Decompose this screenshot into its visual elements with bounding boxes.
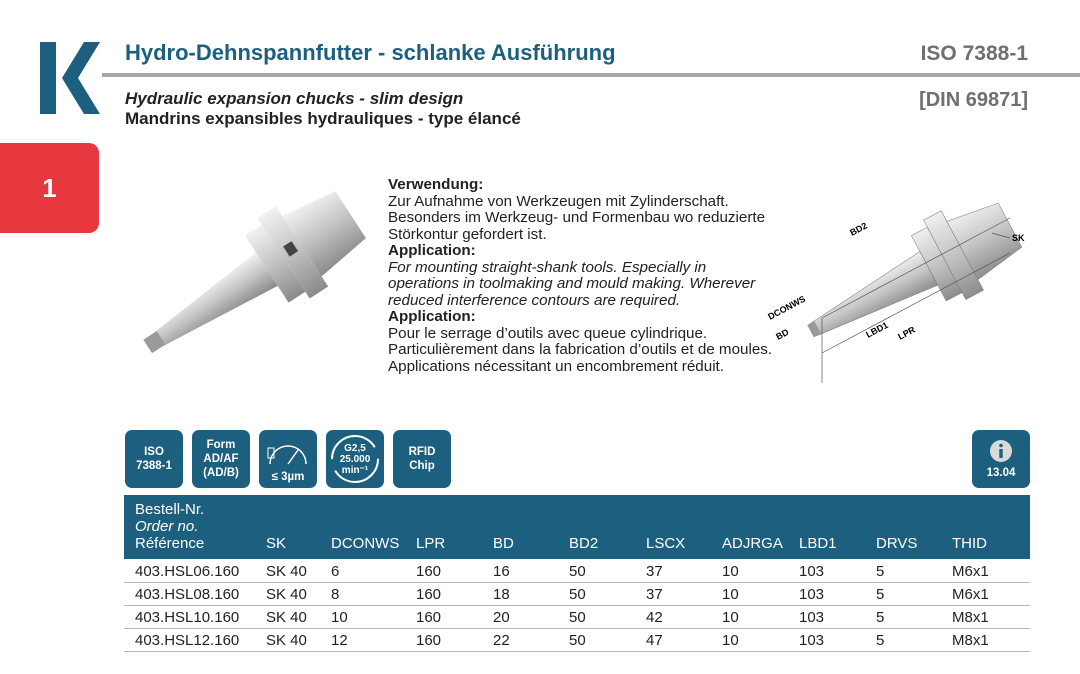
table-cell: 16 [493,563,510,580]
table-cell: 103 [799,609,825,626]
dim-sk: SK [1012,233,1025,243]
rfid-badge-line2: Chip [409,460,435,472]
table-cell: M6x1 [952,563,989,580]
table-row[interactable] [124,606,1030,629]
technical-drawing [760,178,1070,388]
table-cell: 47 [646,632,663,649]
table-cell: 18 [493,586,510,603]
standard-label: ISO 7388-1 [920,42,1028,65]
description-de-heading: Verwendung: [388,176,484,193]
runout-badge [259,430,317,488]
iso-badge-line1: ISO [144,446,164,458]
table-cell: 6 [331,563,340,580]
table-row[interactable] [124,629,1030,652]
table-cell: 5 [876,586,885,603]
form-badge-line2: AD/AF [203,453,239,465]
column-header: THID [952,535,987,552]
table-cell: 5 [876,563,885,580]
table-cell: SK 40 [266,563,307,580]
column-header: DCONWS [331,535,400,552]
table-cell: M8x1 [952,609,989,626]
order-number: 403.HSL10.160 [135,609,240,626]
form-badge-line1: Form [206,439,236,451]
order-header-de: Bestell-Nr. [135,501,205,518]
description-en-heading: Application: [388,242,476,259]
rotation-icon [328,432,382,486]
order-header-fr: Référence [135,535,205,552]
balance-badge-line2: 25.000 [339,453,371,465]
header-divider [102,73,1080,77]
rfid-badge-line1: RFID [408,446,436,458]
table-cell: M8x1 [952,632,989,649]
rfid-badge [393,430,451,488]
table-cell: 160 [416,586,442,603]
table-cell: 37 [646,586,663,603]
description-fr-text: Pour le serrage d’outils avec queue cylindrique. Particulièrement dans la fabrication d’outils et de moules. Applications nécessitant un encombrement réduit. [388,324,773,375]
din-label: [DIN 69871] [919,89,1028,111]
info-badge-ref: 13.04 [986,466,1016,479]
table-cell: 22 [493,632,510,649]
table-cell: 103 [799,586,825,603]
description [388,177,778,375]
product-photo [120,180,380,380]
chapter-tab[interactable]: 1 [0,143,99,233]
description-fr-heading: Application: [388,308,476,325]
table-cell: 160 [416,563,442,580]
company-logo [40,42,100,114]
dim-bd2: BD2 [848,220,869,238]
description-en-text: For mounting straight-shank tools. Especially in operations in toolmaking and mould making. Wherever reduced interference contours are required. [388,258,756,309]
column-header: BD [493,535,514,552]
table-cell: 10 [722,632,739,649]
order-header-en: Order no. [135,518,199,535]
subtitle-fr: Mandrins expansibles hydrauliques - type élancé [125,109,521,128]
table-cell: SK 40 [266,586,307,603]
table-cell: 50 [569,609,586,626]
table-cell: M6x1 [952,586,989,603]
order-number-header [135,501,204,552]
table-cell: 12 [331,632,348,649]
column-header: LSCX [646,535,686,552]
dim-dconws: DCONWS [766,293,808,322]
dim-lpr: LPR [896,324,917,342]
table-cell: 10 [722,586,739,603]
dial-gauge-icon [266,442,310,468]
table-cell: 50 [569,563,586,580]
column-header: LPR [416,535,446,552]
table-cell: 10 [331,609,348,626]
column-header: DRVS [876,535,918,552]
column-header: LBD1 [799,535,837,552]
table-cell: SK 40 [266,632,307,649]
table-cell: 103 [799,563,825,580]
table-cell: 42 [646,609,663,626]
table-cell: 5 [876,632,885,649]
subtitle-en: Hydraulic expansion chucks - slim design [125,89,464,108]
order-number: 403.HSL06.160 [135,563,240,580]
info-icon [989,439,1013,463]
order-number: 403.HSL08.160 [135,586,240,603]
runout-badge-label: ≤ 3µm [271,471,305,483]
column-header: BD2 [569,535,599,552]
table-cell: 20 [493,609,510,626]
order-number: 403.HSL12.160 [135,632,240,649]
form-badge [192,430,250,488]
table-cell: 10 [722,563,739,580]
column-header: ADJRGA [722,535,783,552]
table-cell: SK 40 [266,609,307,626]
table-cell: 160 [416,632,442,649]
table-cell: 37 [646,563,663,580]
page-title: Hydro-Dehnspannfutter - schlanke Ausführung [125,40,616,65]
table-cell: 5 [876,609,885,626]
iso-badge-line2: 7388-1 [136,460,172,472]
table-cell: 10 [722,609,739,626]
table-row[interactable] [124,583,1030,606]
table-cell: 160 [416,609,442,626]
balance-badge-line1: G2,5 [344,442,366,454]
table-cell: 50 [569,632,586,649]
balance-badge-line3: min⁻¹ [341,464,369,476]
iso-badge [125,430,183,488]
dim-lbd1: LBD1 [864,319,890,340]
form-badge-line3: (AD/B) [203,467,239,479]
description-de-text: Zur Aufnahme von Werkzeugen mit Zylinderschaft. Besonders im Werkzeug- und Formenbau wo reduzierte Störkontur gefordert ist. [388,192,766,243]
table-row[interactable] [124,560,1030,583]
column-header: SK [266,535,287,552]
table-header [124,495,1030,559]
table-cell: 103 [799,632,825,649]
info-badge[interactable] [972,430,1030,488]
table-cell: 50 [569,586,586,603]
table-cell: 8 [331,586,340,603]
dim-bd: BD [774,326,791,342]
balance-badge [326,430,384,488]
